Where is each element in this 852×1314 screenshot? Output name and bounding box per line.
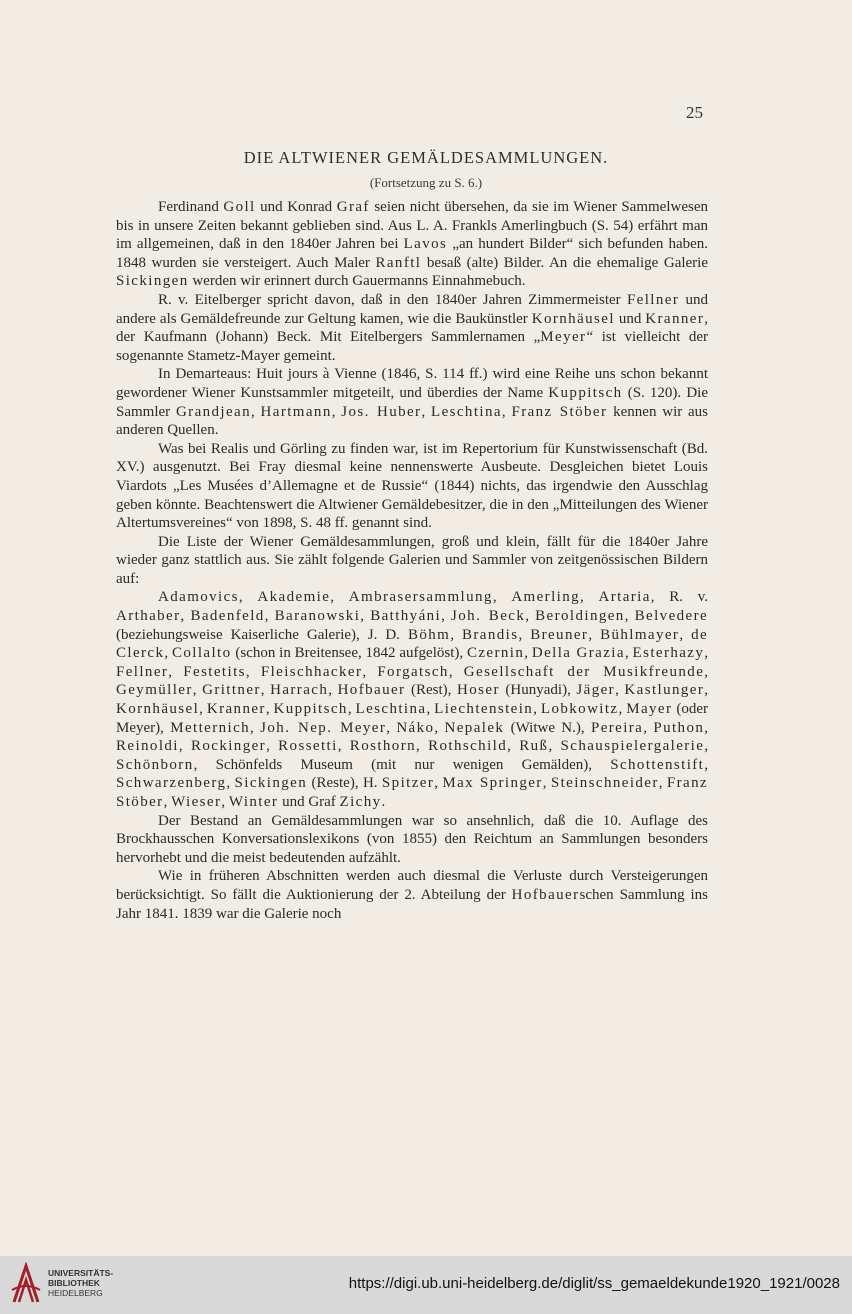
text-run: (oder Meyer), (116, 701, 708, 736)
spaced-name: Jos. Huber (341, 403, 422, 420)
text-run: und andere als Gemäldefreunde zur Geltung kamen, wie die Baukünstler (116, 291, 709, 327)
text-run: , (507, 738, 520, 755)
spaced-name: Leschtina (431, 403, 502, 420)
text-run: , (580, 589, 599, 606)
text-run: , (347, 701, 356, 718)
text-run: , der Kaufmann (Johann) Beck. Mit Eitelbergers Sammlernamen „ (116, 310, 708, 346)
spaced-name: Spitzer (381, 775, 435, 792)
spaced-name: Fleischhacker (260, 663, 363, 680)
text-run: , (328, 682, 338, 699)
paragraph (116, 588, 708, 811)
spaced-name: Arthaber (116, 608, 181, 625)
spaced-name: Grittner (202, 682, 261, 699)
spaced-name: Lavos (403, 236, 448, 253)
paragraph (116, 812, 708, 868)
spaced-name: Kornhäusel (116, 701, 200, 718)
spaced-name: Harrach (270, 682, 329, 699)
text-run: In Demarteaus: Huit jours à Vienne (1846, S. 114 ff.) wird eine Reihe uns schon bekannt gewordener Wiener Kunstsammler mitgeteilt, und überdies der Name (116, 366, 708, 401)
spaced-name: Liechtenstein (434, 701, 534, 718)
spaced-name: Belvedere (634, 608, 709, 625)
spaced-name: Kuppitsch (548, 384, 623, 401)
logo-line-2: BIBLIOTHEK (48, 1278, 100, 1288)
text-run: , (704, 738, 709, 755)
text-run: , R. v. (650, 589, 709, 606)
text-run: , (533, 701, 541, 718)
spaced-name: Hartmann (260, 403, 332, 420)
spaced-name: Sickingen (116, 273, 189, 290)
text-run: , (164, 645, 172, 662)
text-run: , (679, 626, 692, 643)
text-run: , (624, 645, 633, 662)
text-run: , (658, 775, 667, 792)
spaced-name: Bühlmayer (600, 626, 680, 643)
text-run: , (251, 403, 261, 420)
chapter-subtitle: (Fortsetzung zu S. 6.) (369, 175, 483, 190)
text-run: (Hunyadi), (499, 682, 577, 699)
text-run: , (434, 775, 443, 792)
text-run: , (450, 626, 462, 643)
spaced-name: Breuner (530, 626, 589, 643)
text-run: , (337, 738, 350, 755)
spaced-name: Rosthorn (349, 738, 417, 755)
spaced-name: Fellner (116, 663, 169, 680)
text-run: , (199, 701, 207, 718)
text-run: (Reste), H. (307, 775, 382, 792)
text-run: “ ist vielleicht der sogenannte Stametz-Mayer gemeint. (116, 329, 709, 364)
text-run: , (588, 626, 601, 643)
spaced-name: Franz Stöber (511, 403, 608, 420)
text-run: Was bei Realis und Görling zu finden war, ist im Repertorium für Kunstwissenschaft (Bd. XV.) ausgenutzt. Bei Fray diesmal keine nennenswerte Ausbeute. Desgleichen bietet Louis Viardots „Les Musées d’Allemagne et de Russie“ (1844) nichts, das irgendwie den Ausschlag geben könnte. Beachtenswert die Altwiener Gemäldebesitzer, die in den „Mitteilungen des Wiener Altertumsvereines“ von 1898, S. 48 ff. genannt sind. (116, 440, 708, 532)
text-run: , (168, 663, 184, 680)
spaced-name: Rothschild (428, 738, 508, 755)
text-run: , (624, 608, 635, 625)
text-run: „an hundert Bilder“ sich befunden haben. 1848 wurden sie versteigert. Auch Maler (116, 236, 709, 271)
text-run: kennen wir aus anderen Quellen. (116, 403, 709, 439)
text-run: (mit nur wenigen Gemälden), (352, 756, 611, 773)
spaced-name: Schwarzenberg (116, 775, 227, 792)
text-run: seien nicht übersehen, da sie im Wiener Sammelwesen bis in unsere Zeiten bekannt geblieben sind. Aus L. A. Frankls Amerlingbuch (S. 54) erfährt man im allgemeinen, daß in den 1840er Jahren bei (116, 199, 708, 253)
spaced-name: Esterhazy (632, 645, 705, 662)
text-run: und (614, 310, 646, 327)
spaced-name: Gesellschaft der Musikfreunde (463, 663, 705, 680)
spaced-name: Goll (223, 199, 256, 215)
spaced-name: Wieser (171, 794, 222, 810)
spaced-name: Batthyáni (370, 608, 442, 625)
spaced-name: Rossetti (278, 738, 338, 755)
text-run: , (362, 663, 378, 680)
text-run: . (381, 794, 386, 810)
spaced-name: Geymüller (116, 682, 193, 699)
text-run: Der Bestand an Gemäldesammlungen war so ansehnlich, daß die 10. Auflage des Brockhausschen Konversationslexikons (von 1855) den Reichtum an Sammlungen besonders hervorhebt und die meist bedeutenden aufzählt. (116, 812, 708, 866)
text-run: , (193, 756, 216, 773)
text-run: (Rest), (405, 682, 458, 699)
paragraph (116, 365, 708, 439)
spaced-name: Graf (336, 199, 370, 215)
spaced-name: Sickingen (234, 775, 308, 792)
spaced-name: Schönborn (116, 756, 194, 773)
spaced-name: Kranner (645, 310, 705, 327)
spaced-name: Metternich (170, 719, 251, 736)
text-run: , (618, 701, 627, 718)
text-run: , (542, 775, 551, 792)
text-run: , (250, 719, 261, 736)
spaced-name: Rockinger (190, 738, 267, 755)
spaced-name: Kastlunger (624, 682, 705, 699)
text-run: , (704, 682, 708, 699)
text-run: , (245, 663, 261, 680)
spaced-name: de Clerck (116, 626, 709, 662)
text-run: schen Sammlung ins Jahr 1841. 1839 war die Galerie noch (116, 886, 708, 922)
text-run: , (264, 608, 275, 625)
spaced-name: Beroldingen (535, 608, 625, 625)
text-run: , (434, 719, 445, 736)
spaced-name: Kornhäusel (531, 310, 615, 327)
text-run: besaß (alte) Bilder. An die ehemalige Galerie (421, 254, 709, 271)
spaced-name: Brandis (461, 626, 519, 643)
spaced-name: Jäger (576, 682, 616, 699)
spaced-name: Badenfeld (190, 608, 265, 625)
text-run: , (163, 794, 172, 810)
paragraph (116, 440, 708, 533)
text-run: , (525, 608, 536, 625)
text-run: R. v. Eitelberger spricht davon, daß in den 1840er Jahren Zimmermeister (158, 291, 627, 308)
paragraph (116, 291, 708, 365)
text-run: (Witwe N.), (504, 719, 591, 736)
page-number: 25 (686, 103, 703, 122)
text-run: (beziehungsweise Kaiserliche Galerie), J. D. (116, 626, 408, 643)
text-run: , (704, 756, 708, 773)
spaced-name: Leschtina (355, 701, 427, 718)
text-run: , (448, 663, 464, 680)
paragraph (116, 198, 708, 291)
spaced-name: Ruß (519, 738, 549, 755)
text-run: , (416, 738, 429, 755)
spaced-name: Hofbauer (337, 682, 406, 699)
spaced-name: Joh. Beck (451, 608, 526, 625)
spaced-name: Schottenstift (610, 756, 705, 773)
spaced-name: Kranner (206, 701, 266, 718)
spaced-name: Náko (396, 719, 435, 736)
text-run: , (524, 645, 532, 662)
spaced-name: Böhm (407, 626, 451, 643)
spaced-name: Joh. Nep. Meyer (260, 719, 387, 736)
spaced-name: Akademie (257, 589, 331, 606)
spaced-name: Baranowski (274, 608, 361, 625)
text-run: , (330, 589, 349, 606)
text-run: , (238, 589, 258, 606)
spaced-name: Ranftl (375, 254, 422, 271)
body-text (116, 198, 708, 923)
spaced-name: Schauspielergalerie (560, 738, 705, 755)
spaced-name: Steinschneider (550, 775, 659, 792)
spaced-name: Festetits (183, 663, 246, 680)
text-run: (schon in Breitensee, 1842 aufgelöst), (231, 645, 467, 662)
spaced-name: Reinoldi (116, 738, 179, 755)
text-run: , (192, 682, 203, 699)
spaced-name: Hoser (457, 682, 500, 699)
text-run: werden wir erinnert durch Gauermanns Einnahmebuch. (188, 273, 526, 290)
library-logo-text (48, 1268, 113, 1298)
spaced-name: Max Springer (442, 775, 543, 792)
chapter-title: DIE ALTWIENER GEMÄLDESAMMLUNGEN. (243, 148, 609, 167)
paragraph (116, 867, 708, 923)
text-run: , (386, 719, 397, 736)
spaced-name: Winter (228, 794, 279, 810)
spaced-name: Grandjean (175, 403, 252, 420)
text-run: Die Liste der Wiener Gemäldesammlungen, groß und klein, fällt für die 1840er Jahre wieder ganz stattlich aus. Sie zählt folgende Galerien und Sammler von zeitgenössischen Bildern auf: (116, 533, 708, 587)
spaced-name: Puthon (653, 719, 705, 736)
text-run: , (221, 794, 229, 810)
spaced-name: Zichy (339, 794, 382, 810)
text-run: , (226, 775, 235, 792)
spaced-name: Meyer (540, 329, 587, 346)
spaced-name: Collalto (171, 645, 232, 662)
text-run: , (265, 701, 274, 718)
text-run: , (426, 701, 435, 718)
spaced-name: Lobkowitz (540, 701, 619, 718)
text-run: und Graf (278, 794, 340, 810)
text-run: (S. 120). Die Sammler (116, 384, 708, 420)
spaced-name: Adamovics (158, 589, 239, 606)
spaced-name: Czernin (466, 645, 525, 662)
text-run: , (704, 645, 709, 662)
footer-bar (0, 1256, 852, 1314)
spaced-name: Kuppitsch (273, 701, 348, 718)
text-run: , (441, 608, 452, 625)
paragraph (116, 533, 708, 589)
spaced-name: Della Grazia (531, 645, 625, 662)
spaced-name: Fellner (626, 291, 680, 308)
text-run: , (548, 738, 561, 755)
logo-line-1: UNIVERSITÄTS- (48, 1268, 114, 1278)
text-run: , (178, 738, 191, 755)
spaced-name: Artaria (598, 589, 651, 606)
text-run: , (260, 682, 271, 699)
text-run: und Konrad (255, 199, 337, 215)
spaced-name: Pereira (590, 719, 644, 736)
text-run: , (266, 738, 279, 755)
text-run: , (615, 682, 625, 699)
text-run: Wie in früheren Abschnitten werden auch diesmal die Verluste durch Versteigerungen berücksichtigt. So fällt die Auktionierung der 2. Abteilung der (116, 868, 708, 903)
library-logo-icon (10, 1262, 42, 1306)
text-run: , (501, 403, 512, 420)
text-run: , (331, 403, 342, 420)
permalink-url[interactable]: https://digi.ub.uni-heidelberg.de/diglit/ss_gemaeldekunde1920_1921/0028 (348, 1275, 840, 1292)
text-run: , (643, 719, 654, 736)
text-run: , (492, 589, 512, 606)
text-run: , (421, 403, 431, 420)
text-run: , (360, 608, 371, 625)
text-run: , (704, 663, 708, 680)
spaced-name: Hofbauer (511, 886, 580, 903)
spaced-name: Nepalek (444, 719, 505, 736)
spaced-name: Amerling (511, 589, 581, 606)
text-run: Schönfelds Museum (215, 756, 353, 773)
spaced-name: Franz Stöber (116, 775, 709, 810)
text-run: , (180, 608, 191, 625)
spaced-name: Mayer (626, 701, 673, 718)
logo-line-3: HEIDELBERG (48, 1288, 103, 1298)
text-run: Ferdinand (158, 199, 224, 215)
spaced-name: Forgatsch (377, 663, 449, 680)
text-run: , (518, 626, 531, 643)
text-run: , (704, 719, 708, 736)
spaced-name: Ambrasersammlung (348, 589, 493, 606)
